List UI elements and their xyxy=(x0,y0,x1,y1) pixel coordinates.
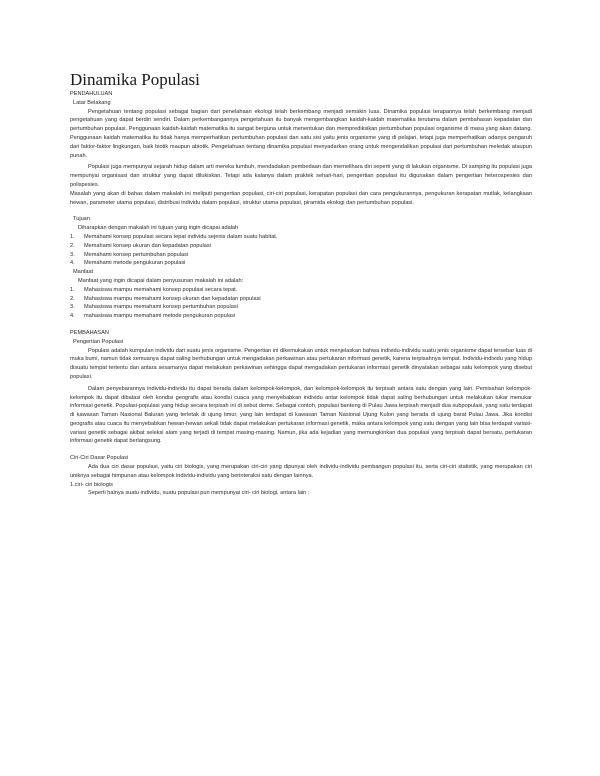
list-text: Memahami konsep populasi secara tepat individu sejenis dalam suatu habitat. xyxy=(84,233,278,240)
list-number: 4. xyxy=(70,260,75,267)
list-text: Mahasiswa mampu memahami konsep populasi secara tepat. xyxy=(84,286,238,293)
list-text: Memahami metode pengukuran populasi xyxy=(84,260,186,267)
paragraph: Pengetahuan tentang populasi sebagai bagian dari penelahaan ekologi telah berkembang menjadi semakin luas. Dinamika populasi terapannya telah berkembang menjadi pengetahuan yang dapat berdiri sendiri. Dalam perkembangannya pengetahuan itu banyak mengembangkan kaidah-kaidah matematika terutama dalam pembahasan kepadatan dan pertumbuhan populasi. Penggunaan kaidah-kaidah matematika itu sangat berguna untuk menentukan dan memprediksikan pertumbuhan populasi organisme di masa yang akan datang. Penggunaan kaidah matematika itu tidak hanya memperhatikan pertumbuhan populasi dan satu sisi yaitu jenis organisme yang di pelajari, tetapi juga memperhatikan adanya pengaruh dari faktor-faktor lingkungan, baik biotik maupun abiotik. Pengetahuan tentang dinamika populasi menyadarkan orang untuk mengendalikan populasi dari pertumbuhan meledak ataupun punah. xyxy=(70,108,532,159)
list-item xyxy=(70,242,532,251)
section-heading-pembahasan: PEMBAHASAN xyxy=(70,329,109,336)
manfaat-intro: Manfaat yang ingin dicapai dalam penyusunan makalah ini adalah: xyxy=(78,277,244,284)
section-heading-pendahuluan: PENDAHULUAN xyxy=(70,91,113,97)
list-item xyxy=(70,233,532,242)
list-item xyxy=(70,312,532,321)
list-item xyxy=(70,295,532,304)
tujuan-intro: Diharapkan dengan makalah ini tujuan yang ingin dicapai adalah xyxy=(78,225,239,232)
paragraph: Populasi juga mempunyai sejarah hidup dalam arti mereka tumbuh, mendadakan pembedaan dan memelihara diri seperti yang di lakukan organisme. Di samping itu populasi juga mempunyai organisasi dan struktur yang dapat dilukiskan. Tetapi ada kalanya dalam praktek sehari-hari, pengertian populasi itu digunakan dalam pengertian heterospesies dan polispesies. xyxy=(70,164,532,188)
list-number: 2. xyxy=(70,295,75,302)
list-number: 4. xyxy=(70,313,75,320)
list-number: 1. xyxy=(70,286,75,293)
subsection-label-ciri: Ciri-Ciri Dasar Populasi xyxy=(70,455,129,462)
paragraph: Dalam penyebarannya individu-individu itu dapat berada dalam kelompok-kelompok, dan kelompok-kelompok itu terpisah antara satu dengan yang lain. Pemisahan kelompok-kelompok itu dapat dibatasi oleh kondisi geografis atau kondisi cuaca yang menyebabkan individu antar kelompok tidak dapat saling berhubungan untuk melakukan tukar menukar informasi genetik. Populasi-populasi yang hidup secara terpisah ini di sebut deme. Sebagai contoh, populasi banteng di Pulau Jawa terpisah menjadi dua subpopulasi, yang satu terdapat di kawasan Taman Nasional Baluran yang terletak di ujung timur, yang lain terdapat di kawasan Taman Nasional Ujung Kulon yang berada di ujung barat Pulau Jawa. Jika kondisi geografis atau cuaca itu menyebabkan hewan-hewan sekali tidak dapat melakukan pertukaran informasi genetik, maka antara kelompok yang satu dengan yang lain bisa terdapat variasi-variasi genetik sebagai akibat seleksi alam yang terjadi di tempat masing-masing. Namun, jika ada kejadian yang memungkinkan dua populasi yang terpisah dapat bersatu, pertukaran informasi genetik dapat berlangsung. xyxy=(70,385,532,445)
subsection-label-latar-belakang: Latar Belakang xyxy=(73,99,111,106)
manfaat-list xyxy=(70,286,532,321)
sub-text-ciri-biologis: Seperti halnya suatu individu, suatu populasi pun mempunyai ciri- ciri biologi, antara lain : xyxy=(88,490,310,497)
list-item xyxy=(70,303,532,312)
list-item xyxy=(70,251,532,260)
list-number: 3. xyxy=(70,251,75,258)
list-number: 2. xyxy=(70,242,75,249)
subsection-label-tujuan: Tujuan xyxy=(73,216,90,223)
list-text: Mahasiswa mampu memahami konsep pertumbuhan populasi xyxy=(84,304,238,311)
list-text: Memahami konsep ukuran dan kepadatan populasi xyxy=(84,242,211,249)
tujuan-list xyxy=(70,233,532,268)
list-text: Memahami konsep pertumbuhan populasi xyxy=(84,251,189,258)
subsection-label-pengertian: Pengertian Populasi xyxy=(73,338,124,345)
list-number: 1. xyxy=(70,233,75,240)
document-body xyxy=(70,70,532,498)
list-text: Mahasiswa mampu memahami konsep ukuran dan kepadatan populasi xyxy=(84,295,261,302)
subsection-label-manfaat: Manfaat xyxy=(73,269,94,276)
document-title: Dinamika Populasi xyxy=(70,70,200,89)
list-item xyxy=(70,259,532,268)
paragraph: Masalah yang akan di bahas dalam makalah ini meliputi pengertian populasi, ciri-ciri populasi, kerapatan populasi dan cara pengukurannya, pengukuran kerapatan mutlak, kelangkaan hewan, parameter utama populasi, distribusi individu dalam populasi, struktur utama populasi, piramida ekologi dan pertumbuhan populasi. xyxy=(70,190,532,206)
list-item xyxy=(70,286,532,295)
list-text: mahasiswa mampu memahami metode pengukuran populasi xyxy=(84,313,236,320)
paragraph: Ada dua ciri dasar populasi, yaitu ciri biologis, yang merupakan ciri-ciri yang dipunyai oleh individu-individu pembangun populasi itu, serta ciri-ciri statistik, yang merupakan ciri uniknya sebagai himpunan atau kelompok individu-individu yang berinteraksi satu dengan lainnya. xyxy=(70,464,532,479)
sub-label-ciri-biologis: 1.ciri- ciri biologis xyxy=(70,481,113,488)
paragraph: Populasi adalah kumpulan individu dari suatu jenis organisme. Pengertian ini dikemukakan untuk menjelaskan bahwa individu-individu suatu jenis organisme dapat tersebar luas di muka bumi, namun tidak semuanya dapat saling berhubungan untuk mengadakan perkawinan atau pertukaran informasi genetik, karena terpisahnya tempat. Individu-individu yang hidup disuatu tempat tertentu dan antara sesamanya dapat melakukan perkawinan sehingga dapat mengadakan pertukaran informasi genetik dinyatakan sebagai satu kelompok yang disebut populasi. xyxy=(70,347,532,380)
list-number: 3. xyxy=(70,304,75,311)
